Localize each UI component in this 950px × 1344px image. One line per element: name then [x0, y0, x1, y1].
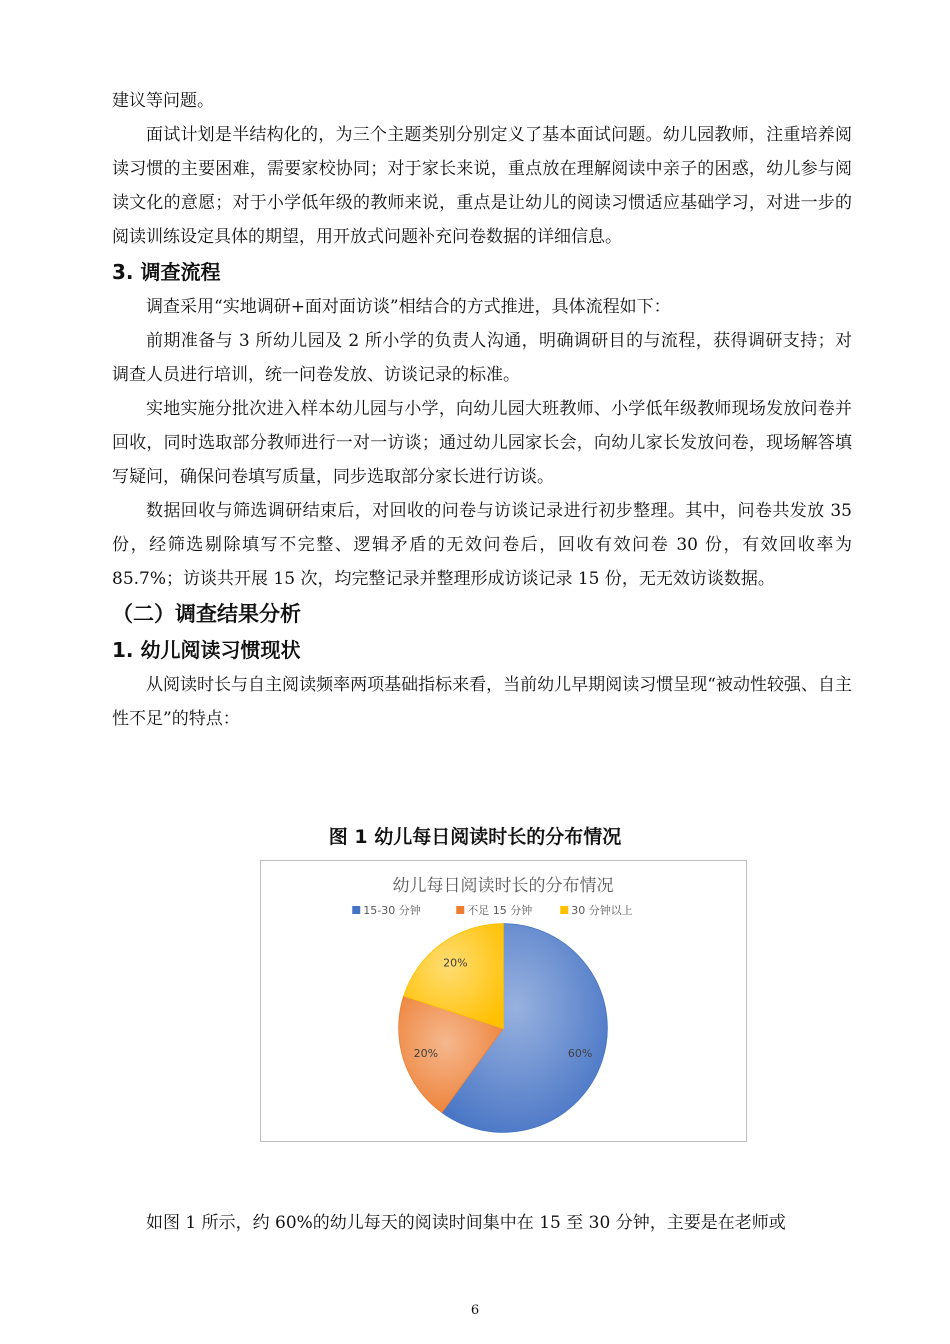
- section-heading-1: 1. 幼儿阅读习惯现状: [112, 638, 301, 662]
- paragraph-preparation: 前期准备与 3 所幼儿园及 2 所小学的负责人沟通，明确调研目的与流程，获得调研支持；对调查人员进行培训，统一问卷发放、访谈记录的标准。: [112, 331, 852, 385]
- legend-swatch: [352, 906, 360, 914]
- paragraph-data-recovery: 数据回收与筛选调研结束后，对回收的问卷与访谈记录进行初步整理。其中，问卷共发放 35 份，经筛选剔除填写不完整、逻辑矛盾的无效问卷后，回收有效问卷 30 份，有效回收率为 85.7%；访谈共开展 15 次，均完整记录并整理形成访谈记录 15 份，无无效访谈数据。: [112, 501, 852, 589]
- section-heading-3: 3. 调查流程: [112, 260, 221, 284]
- pie-chart: [261, 861, 746, 1141]
- paragraph-reading-status: 从阅读时长与自主阅读频率两项基础指标来看，当前幼儿早期阅读习惯呈现“被动性较强、自主性不足”的特点：: [112, 675, 852, 729]
- legend-label: 15-30 分钟: [363, 904, 421, 917]
- body-text-bottom: [112, 1206, 852, 1240]
- section-heading-results: （二）调查结果分析: [112, 602, 301, 626]
- slice-label: 20%: [413, 1047, 439, 1061]
- paragraph-figure-discussion: 如图 1 所示，约 60%的幼儿每天的阅读时间集中在 15 至 30 分钟，主要是在老师或: [146, 1213, 786, 1233]
- page-number: 6: [470, 1303, 480, 1318]
- figure-caption: 图 1 幼儿每日阅读时长的分布情况: [328, 826, 622, 848]
- slice-label: 60%: [567, 1047, 593, 1061]
- pie-chart-frame: [260, 860, 747, 1142]
- paragraph-implementation: 实地实施分批次进入样本幼儿园与小学，向幼儿园大班教师、小学低年级教师现场发放问卷并回收，同时选取部分教师进行一对一访谈；通过幼儿园家长会，向幼儿家长发放问卷，现场解答填写疑问，确保问卷填写质量，同步选取部分家长进行访谈。: [112, 399, 852, 487]
- legend-label: 30 分钟以上: [571, 904, 633, 917]
- paragraph-interview-plan: 面试计划是半结构化的，为三个主题类别分别定义了基本面试问题。幼儿园教师，注重培养阅读习惯的主要困难，需要家校协同；对于家长来说，重点放在理解阅读中亲子的困惑，幼儿参与阅读文化的意愿；对于小学低年级的教师来说，重点是让幼儿的阅读习惯适应基础学习，对进一步的阅读训练设定具体的期望，用开放式问题补充问卷数据的详细信息。: [112, 125, 852, 247]
- slice-label: 20%: [443, 956, 468, 970]
- legend-swatch: [456, 906, 464, 914]
- paragraph-survey-method: 调查采用“实地调研+面对面访谈”相结合的方式推进，具体流程如下：: [146, 297, 671, 317]
- chart-title: 幼儿每日阅读时长的分布情况: [392, 876, 614, 896]
- paragraph-continued: 建议等问题。: [112, 91, 214, 111]
- body-text-block: [112, 84, 852, 736]
- legend-swatch: [560, 906, 568, 914]
- legend-label: 不足 15 分钟: [467, 904, 533, 917]
